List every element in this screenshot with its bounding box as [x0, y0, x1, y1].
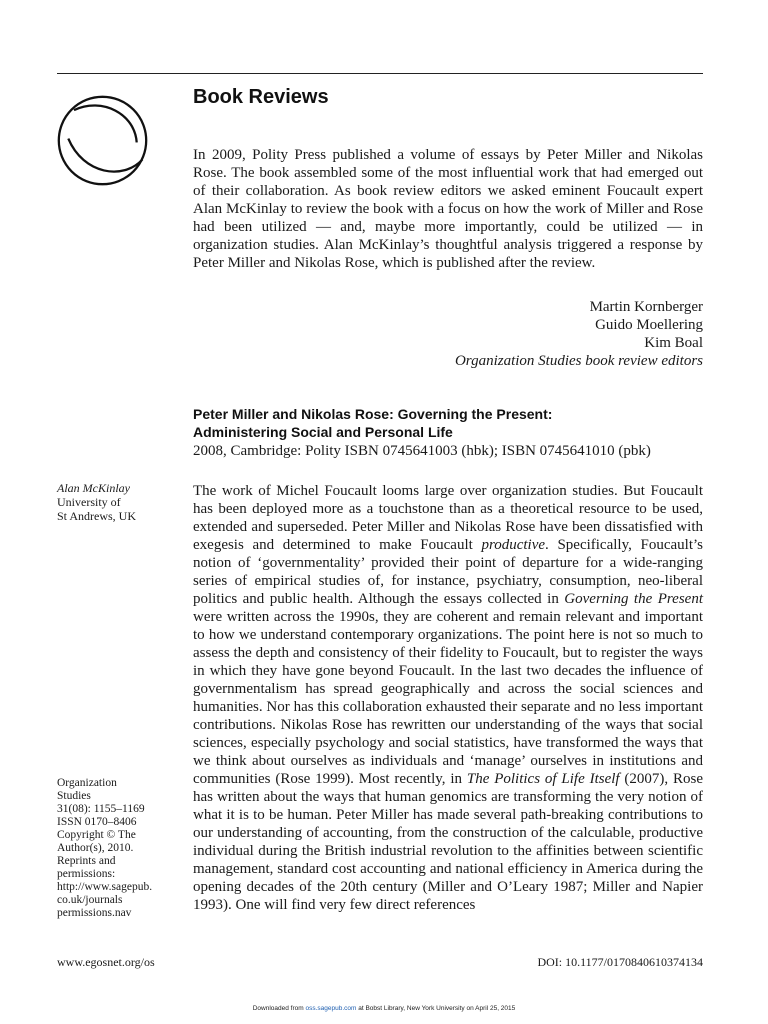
book-title-line2: Administering Social and Personal Life [193, 424, 453, 440]
body-text-segment: . Specifically, Foucault’s notion of ‘governmentality’ provided their point of departure for a wide-ranging series of empirical studies of, for instance, psychiatry, consumption, neo-liberal politics and public health. Although the essays collected in [193, 537, 703, 607]
editors-signature [193, 298, 703, 370]
journal-info-line: 31(08): 1155–1169 [57, 803, 145, 815]
header-rule [57, 73, 703, 74]
download-note [0, 1005, 768, 1012]
section-heading: Book Reviews [193, 86, 329, 108]
reviewer-name: Alan McKinlay [57, 481, 130, 495]
journal-info-line: Author(s), 2010. [57, 842, 134, 854]
permissions-link[interactable]: permissions.nav [57, 907, 132, 919]
journal-info-line: Reprints and [57, 855, 116, 867]
intro-paragraph: In 2009, Polity Press published a volume of essays by Peter Miller and Nikolas Rose. The book assembled some of the most influential work that had emerged out of their collaboration. As book review editors we asked eminent Foucault expert Alan McKinlay to review the book with a focus on how the work of Miller and Rose had been utilized — and, maybe more importantly, could be utilized — in organization studies. Alan McKinlay’s thoughtful analysis triggered a response by Peter Miller and Nikolas Rose, which is published after the review. [193, 147, 703, 271]
book-title-line1: Peter Miller and Nikolas Rose: Governing the Present: [193, 406, 553, 422]
editors-role: Organization Studies book review editors [454, 353, 703, 369]
body-text-segment: (2007), Rose has written about the ways that human genomics are transforming the very notion of what it is to be human. Peter Miller has made several path-breaking contributions to our understanding of accounting, from the construction of the calculable, productive individual during the British industrial revolution to the affinities between scientific management, standard cost accounting and national efficiency in America during the opening decades of the 20th century (Miller and O’Leary 1987; Miller and Napier 1993). One will find very few direct references [193, 771, 703, 913]
download-prefix: Downloaded from [252, 1005, 306, 1012]
doi-label: DOI: 10.1177/0170840610374134 [537, 955, 703, 969]
body-text-segment: The work of Michel Foucault looms large over organization studies. But Foucault has been deployed more as a touchstone than as a theoretical resource to be used, extended and superseded. Peter Miller and Nikolas Rose have been dissatisfied with exegesis and determined to make Foucault [193, 483, 703, 553]
body-emphasis: Governing the Present [564, 591, 703, 607]
editor-name: Kim Boal [644, 335, 703, 351]
permissions-link[interactable]: http://www.sagepub. [57, 881, 153, 893]
editor-name: Martin Kornberger [589, 299, 703, 315]
reviewer-affiliation: University of [57, 495, 121, 509]
body-text-segment: were written across the 1990s, they are coherent and remain relevant and important to how we understand contemporary organizations. The point here is not so much to assess the depth and consistency of their fidelity to Foucault, but to register the ways in which they have gone beyond Foucault. In the last two decades the influence of governmentalism has spread geographically and across the social sciences and humanities. Nor has this collaboration exhausted their separate and no less important contributions. Nikolas Rose has rewritten our understanding of the ways that social sciences, especially psychology and social statistics, have transformed the ways that we think about ourselves as individuals and ‘manage’ ourselves in institutions and communities (Rose 1999). Most recently, in [193, 609, 703, 787]
journal-logo-icon [55, 93, 150, 188]
review-body-paragraph [193, 482, 703, 914]
journal-info [57, 777, 177, 920]
body-emphasis: productive [481, 537, 546, 553]
reviewer-info [57, 481, 177, 523]
journal-info-line: Organization [57, 777, 117, 789]
book-details: 2008, Cambridge: Polity ISBN 0745641003 (hbk); ISBN 0745641010 (pbk) [193, 443, 651, 459]
download-link[interactable]: oss.sagepub.com [305, 1005, 357, 1012]
download-suffix: at Bobst Library, New York University on April 25, 2015 [356, 1005, 516, 1012]
journal-info-line: Studies [57, 790, 91, 802]
website-link[interactable]: www.egosnet.org/os [57, 955, 155, 969]
journal-info-line: Copyright © The [57, 829, 136, 841]
book-title [193, 405, 703, 441]
journal-info-line: permissions: [57, 868, 116, 880]
journal-info-line: ISSN 0170–8406 [57, 816, 137, 828]
reviewer-affiliation: St Andrews, UK [57, 509, 137, 523]
editor-name: Guido Moellering [595, 317, 703, 333]
permissions-link[interactable]: co.uk/journals [57, 894, 123, 906]
body-emphasis: The Politics of Life Itself [466, 771, 620, 787]
